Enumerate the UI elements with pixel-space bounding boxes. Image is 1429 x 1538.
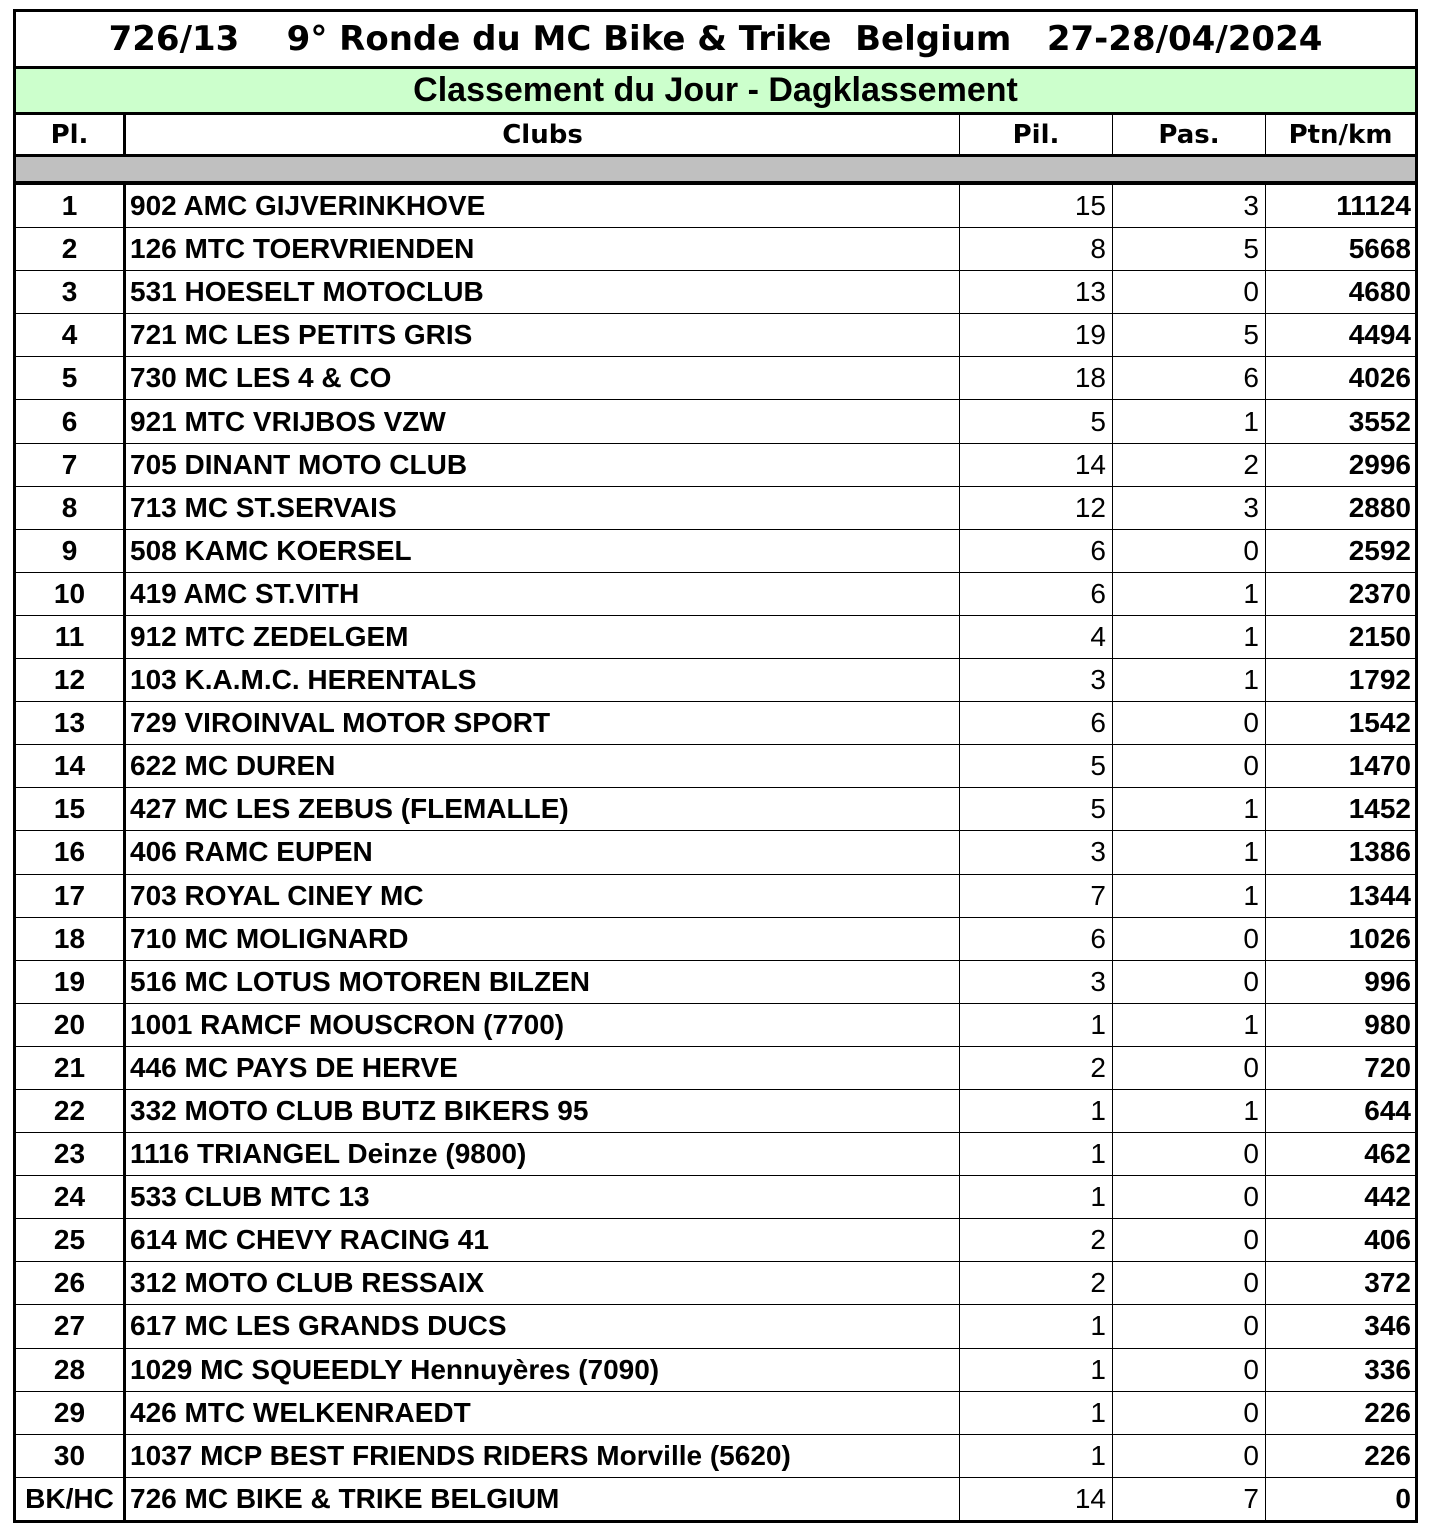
row-club: 406 RAMC EUPEN xyxy=(126,831,960,873)
row-passengers: 7 xyxy=(1113,1478,1266,1521)
table-row xyxy=(16,1392,1415,1435)
row-pilots: 18 xyxy=(960,357,1113,399)
row-club: 1029 MC SQUEEDLY Hennuyères (7090) xyxy=(126,1349,960,1391)
row-pilots: 2 xyxy=(960,1262,1113,1304)
row-points: 336 xyxy=(1364,1353,1411,1385)
table-row xyxy=(16,357,1415,400)
row-passengers: 0 xyxy=(1113,1176,1266,1218)
row-pilots: 3 xyxy=(960,659,1113,701)
row-club: 446 MC PAYS DE HERVE xyxy=(126,1047,960,1089)
row-pilots: 4 xyxy=(960,616,1113,658)
row-pilots: 1 xyxy=(960,1004,1113,1046)
row-club: 1037 MCP BEST FRIENDS RIDERS Morville (5620) xyxy=(126,1435,960,1477)
row-club: 531 HOESELT MOTOCLUB xyxy=(126,271,960,313)
row-place: 28 xyxy=(16,1349,126,1391)
table-row xyxy=(16,1262,1415,1305)
row-passengers: 0 xyxy=(1113,1392,1266,1434)
row-pilots: 7 xyxy=(960,875,1113,917)
row-passengers: 1 xyxy=(1113,1004,1266,1046)
row-place: 11 xyxy=(16,616,126,658)
row-passengers: 0 xyxy=(1113,961,1266,1003)
row-points: 1452 xyxy=(1348,793,1411,825)
row-club: 721 MC LES PETITS GRIS xyxy=(126,314,960,356)
row-pilots: 6 xyxy=(960,530,1113,572)
row-points: 346 xyxy=(1364,1310,1411,1342)
ranking-table-body xyxy=(16,185,1415,1521)
row-pilots: 1 xyxy=(960,1133,1113,1175)
row-club: 705 DINANT MOTO CLUB xyxy=(126,444,960,486)
row-passengers: 3 xyxy=(1113,185,1266,227)
table-row xyxy=(16,1047,1415,1090)
row-club: 617 MC LES GRANDS DUCS xyxy=(126,1305,960,1347)
table-row xyxy=(16,487,1415,530)
row-passengers: 3 xyxy=(1113,487,1266,529)
table-row xyxy=(16,271,1415,314)
row-pilots: 2 xyxy=(960,1047,1113,1089)
row-place: 27 xyxy=(16,1305,126,1347)
row-place: 14 xyxy=(16,745,126,787)
row-place: BK/HC xyxy=(16,1478,126,1521)
row-club: 726 MC BIKE & TRIKE BELGIUM xyxy=(126,1478,960,1521)
table-row xyxy=(16,314,1415,357)
table-row xyxy=(16,1435,1415,1478)
row-passengers: 0 xyxy=(1113,271,1266,313)
row-points: 11124 xyxy=(1336,190,1411,222)
row-place: 12 xyxy=(16,659,126,701)
row-place: 13 xyxy=(16,702,126,744)
row-place: 20 xyxy=(16,1004,126,1046)
header-passengers: Pas. xyxy=(1113,115,1266,154)
row-passengers: 6 xyxy=(1113,357,1266,399)
row-club: 426 MTC WELKENRAEDT xyxy=(126,1392,960,1434)
row-pilots: 3 xyxy=(960,831,1113,873)
row-points: 226 xyxy=(1364,1439,1411,1471)
row-passengers: 1 xyxy=(1113,831,1266,873)
row-pilots: 1 xyxy=(960,1392,1113,1434)
row-place: 26 xyxy=(16,1262,126,1304)
row-passengers: 0 xyxy=(1113,702,1266,744)
row-place: 16 xyxy=(16,831,126,873)
row-pilots: 5 xyxy=(960,400,1113,442)
table-row xyxy=(16,831,1415,874)
table-row xyxy=(16,1133,1415,1176)
row-passengers: 0 xyxy=(1113,1047,1266,1089)
row-place: 23 xyxy=(16,1133,126,1175)
ranking-sheet xyxy=(13,9,1418,1523)
row-points: 372 xyxy=(1364,1267,1411,1299)
row-pilots: 15 xyxy=(960,185,1113,227)
table-row xyxy=(16,1349,1415,1392)
row-passengers: 0 xyxy=(1113,1305,1266,1347)
row-club: 103 K.A.M.C. HERENTALS xyxy=(126,659,960,701)
row-pilots: 6 xyxy=(960,918,1113,960)
row-pilots: 1 xyxy=(960,1090,1113,1132)
header-pilots: Pil. xyxy=(960,115,1113,154)
row-club: 533 CLUB MTC 13 xyxy=(126,1176,960,1218)
table-row xyxy=(16,788,1415,831)
row-club: 1116 TRIANGEL Deinze (9800) xyxy=(126,1133,960,1175)
row-place: 6 xyxy=(16,400,126,442)
row-points: 980 xyxy=(1364,1008,1411,1040)
table-row xyxy=(16,659,1415,702)
row-points: 2996 xyxy=(1348,448,1411,480)
row-passengers: 1 xyxy=(1113,875,1266,917)
row-club: 730 MC LES 4 & CO xyxy=(126,357,960,399)
row-club: 921 MTC VRIJBOS VZW xyxy=(126,400,960,442)
table-row xyxy=(16,702,1415,745)
row-points: 996 xyxy=(1364,965,1411,997)
row-points: 2592 xyxy=(1348,534,1411,566)
row-pilots: 19 xyxy=(960,314,1113,356)
table-row xyxy=(16,745,1415,788)
row-place: 19 xyxy=(16,961,126,1003)
table-row xyxy=(16,530,1415,573)
row-points: 2880 xyxy=(1348,491,1411,523)
row-points: 1792 xyxy=(1348,664,1411,696)
row-points: 4680 xyxy=(1348,276,1411,308)
row-pilots: 14 xyxy=(960,444,1113,486)
row-pilots: 6 xyxy=(960,702,1113,744)
row-points: 406 xyxy=(1364,1224,1411,1256)
row-points: 442 xyxy=(1364,1181,1411,1213)
separator-band xyxy=(16,157,1415,185)
table-row xyxy=(16,1478,1415,1521)
table-row xyxy=(16,1090,1415,1133)
row-place: 21 xyxy=(16,1047,126,1089)
row-place: 25 xyxy=(16,1219,126,1261)
table-row xyxy=(16,961,1415,1004)
row-passengers: 5 xyxy=(1113,228,1266,270)
row-points: 1470 xyxy=(1348,750,1411,782)
row-club: 710 MC MOLIGNARD xyxy=(126,918,960,960)
row-passengers: 1 xyxy=(1113,788,1266,830)
row-pilots: 2 xyxy=(960,1219,1113,1261)
row-points: 1542 xyxy=(1348,707,1411,739)
row-club: 713 MC ST.SERVAIS xyxy=(126,487,960,529)
table-row xyxy=(16,1219,1415,1262)
row-pilots: 5 xyxy=(960,788,1113,830)
row-points: 4494 xyxy=(1348,319,1411,351)
row-place: 17 xyxy=(16,875,126,917)
row-place: 1 xyxy=(16,185,126,227)
row-place: 22 xyxy=(16,1090,126,1132)
row-passengers: 0 xyxy=(1113,1349,1266,1391)
row-points: 2370 xyxy=(1348,577,1411,609)
header-club: Clubs xyxy=(126,115,960,154)
row-place: 4 xyxy=(16,314,126,356)
table-row xyxy=(16,185,1415,228)
row-club: 516 MC LOTUS MOTOREN BILZEN xyxy=(126,961,960,1003)
row-points: 3552 xyxy=(1348,405,1411,437)
page-subtitle: Classement du Jour - Dagklassement xyxy=(16,69,1415,115)
row-passengers: 0 xyxy=(1113,918,1266,960)
row-club: 1001 RAMCF MOUSCRON (7700) xyxy=(126,1004,960,1046)
row-points: 720 xyxy=(1364,1051,1411,1083)
row-club: 126 MTC TOERVRIENDEN xyxy=(126,228,960,270)
row-passengers: 1 xyxy=(1113,400,1266,442)
row-passengers: 1 xyxy=(1113,573,1266,615)
row-passengers: 0 xyxy=(1113,1133,1266,1175)
row-place: 15 xyxy=(16,788,126,830)
table-row xyxy=(16,1004,1415,1047)
row-club: 703 ROYAL CINEY MC xyxy=(126,875,960,917)
row-points: 644 xyxy=(1364,1095,1411,1127)
row-place: 24 xyxy=(16,1176,126,1218)
row-club: 508 KAMC KOERSEL xyxy=(126,530,960,572)
row-pilots: 12 xyxy=(960,487,1113,529)
row-passengers: 2 xyxy=(1113,444,1266,486)
row-points: 5668 xyxy=(1348,233,1411,265)
row-points: 226 xyxy=(1364,1396,1411,1428)
row-points: 1386 xyxy=(1348,836,1411,868)
row-points: 462 xyxy=(1364,1138,1411,1170)
table-row xyxy=(16,444,1415,487)
row-passengers: 0 xyxy=(1113,1435,1266,1477)
row-passengers: 5 xyxy=(1113,314,1266,356)
row-club: 427 MC LES ZEBUS (FLEMALLE) xyxy=(126,788,960,830)
table-row xyxy=(16,875,1415,918)
row-place: 7 xyxy=(16,444,126,486)
row-club: 729 VIROINVAL MOTOR SPORT xyxy=(126,702,960,744)
page-title: 726/13 9° Ronde du MC Bike & Trike Belgium 27-28/04/2024 xyxy=(16,12,1415,69)
row-pilots: 14 xyxy=(960,1478,1113,1521)
row-passengers: 0 xyxy=(1113,530,1266,572)
row-place: 3 xyxy=(16,271,126,313)
table-header xyxy=(16,115,1415,157)
header-points: Ptn/km xyxy=(1288,119,1393,150)
row-passengers: 0 xyxy=(1113,745,1266,787)
row-club: 332 MOTO CLUB BUTZ BIKERS 95 xyxy=(126,1090,960,1132)
table-row xyxy=(16,1176,1415,1219)
row-points: 1344 xyxy=(1348,879,1411,911)
row-pilots: 3 xyxy=(960,961,1113,1003)
row-pilots: 6 xyxy=(960,573,1113,615)
row-passengers: 1 xyxy=(1113,616,1266,658)
table-row xyxy=(16,573,1415,616)
row-place: 5 xyxy=(16,357,126,399)
row-pilots: 1 xyxy=(960,1176,1113,1218)
row-place: 2 xyxy=(16,228,126,270)
row-club: 912 MTC ZEDELGEM xyxy=(126,616,960,658)
table-row xyxy=(16,1305,1415,1348)
table-row xyxy=(16,616,1415,659)
row-pilots: 5 xyxy=(960,745,1113,787)
row-club: 614 MC CHEVY RACING 41 xyxy=(126,1219,960,1261)
row-club: 902 AMC GIJVERINKHOVE xyxy=(126,185,960,227)
row-passengers: 0 xyxy=(1113,1219,1266,1261)
row-passengers: 1 xyxy=(1113,1090,1266,1132)
row-club: 312 MOTO CLUB RESSAIX xyxy=(126,1262,960,1304)
table-row xyxy=(16,400,1415,443)
row-club: 622 MC DUREN xyxy=(126,745,960,787)
row-points: 2150 xyxy=(1348,620,1411,652)
row-place: 9 xyxy=(16,530,126,572)
row-points: 4026 xyxy=(1348,362,1411,394)
row-pilots: 8 xyxy=(960,228,1113,270)
row-passengers: 1 xyxy=(1113,659,1266,701)
row-place: 29 xyxy=(16,1392,126,1434)
table-row xyxy=(16,228,1415,271)
row-points: 0 xyxy=(1395,1483,1411,1515)
row-pilots: 13 xyxy=(960,271,1113,313)
row-place: 8 xyxy=(16,487,126,529)
header-place: Pl. xyxy=(16,115,126,154)
row-passengers: 0 xyxy=(1113,1262,1266,1304)
row-place: 30 xyxy=(16,1435,126,1477)
row-points: 1026 xyxy=(1348,922,1411,954)
row-club: 419 AMC ST.VITH xyxy=(126,573,960,615)
row-pilots: 1 xyxy=(960,1305,1113,1347)
row-pilots: 1 xyxy=(960,1349,1113,1391)
table-row xyxy=(16,918,1415,961)
row-pilots: 1 xyxy=(960,1435,1113,1477)
row-place: 10 xyxy=(16,573,126,615)
row-place: 18 xyxy=(16,918,126,960)
